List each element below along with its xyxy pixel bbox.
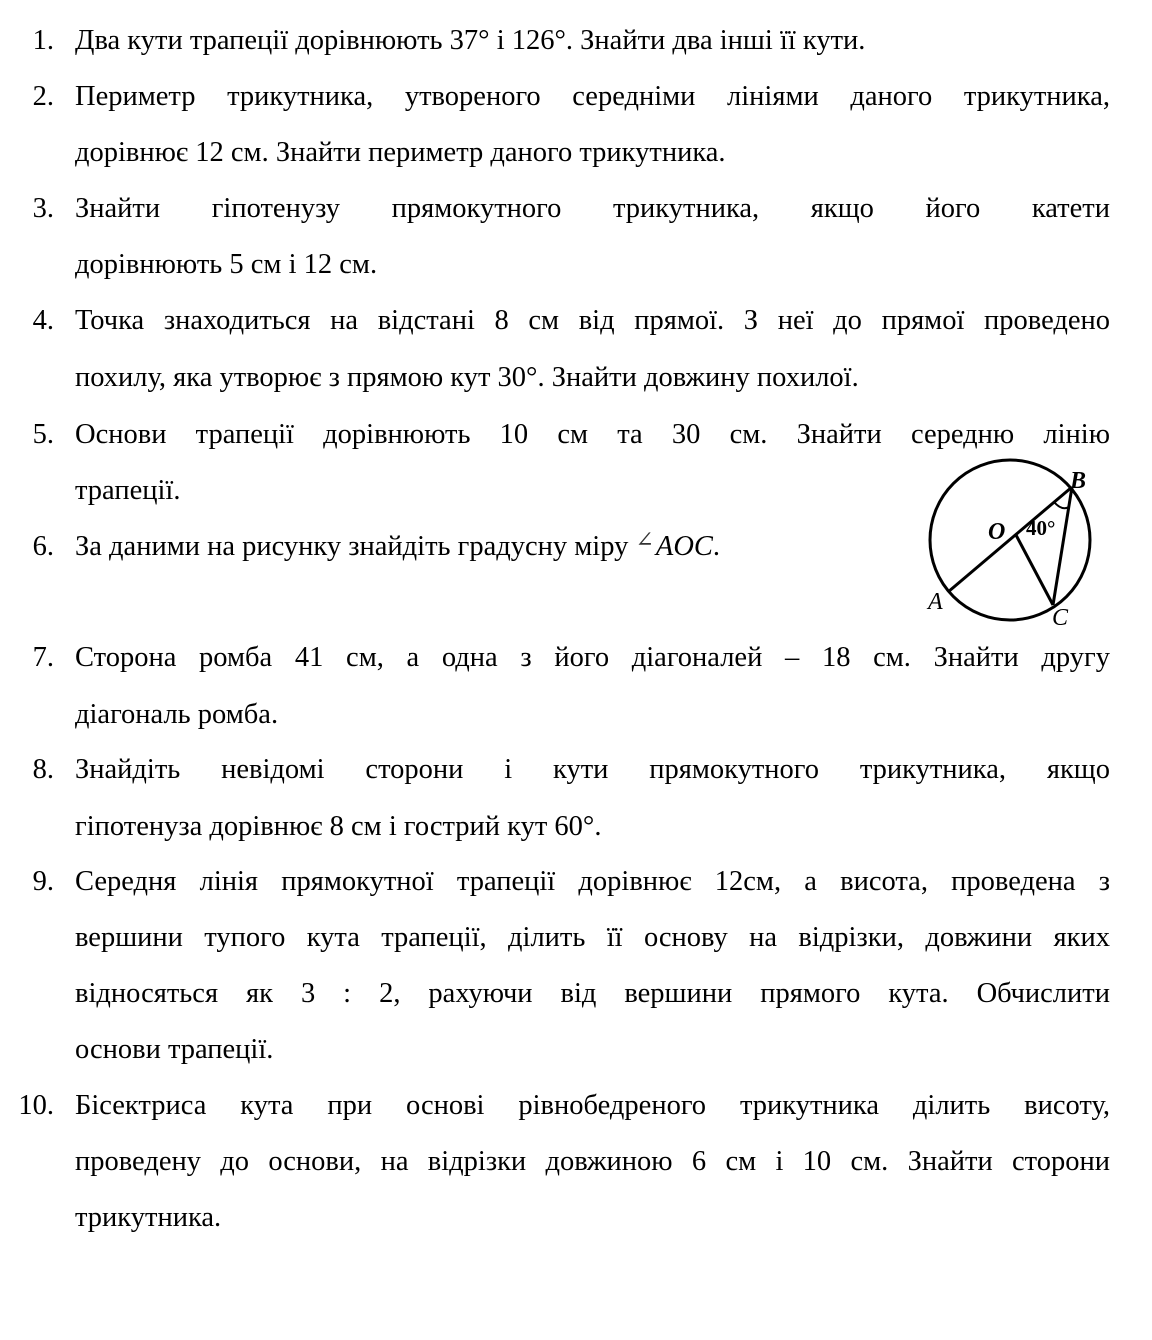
problem-text-line: Бісектриса кута при основі рівнобедреного трикутника ділить висоту, bbox=[75, 1090, 1110, 1121]
problem-text-end: . bbox=[712, 531, 721, 562]
problem-number: 6. bbox=[32, 531, 54, 562]
problem-text-line: Периметр трикутника, утвореного середніми лініями даного трикутника, bbox=[75, 81, 1110, 112]
circle-figure bbox=[920, 455, 1110, 630]
problem-number: 3. bbox=[32, 193, 54, 224]
angle-label: 40° bbox=[1026, 516, 1056, 540]
problem-text-line: основи трапеції. bbox=[75, 1034, 274, 1065]
problem-text-line: дорівнює 12 см. Знайти периметр даного трикутника. bbox=[75, 137, 726, 168]
angle-name: AOC bbox=[655, 531, 713, 562]
problem-text-line: трикутника. bbox=[75, 1202, 222, 1233]
problem-text-line: гіпотенуза дорівнює 8 см і гострий кут 60°. bbox=[75, 811, 602, 842]
problem-text-line: дорівнюють 5 см і 12 см. bbox=[75, 249, 378, 280]
problem-number: 7. bbox=[32, 642, 54, 673]
problem-number: 1. bbox=[32, 25, 54, 56]
problem-number: 4. bbox=[32, 305, 54, 336]
problem-number: 8. bbox=[32, 754, 54, 785]
problem-text-line: похилу, яка утворює з прямою кут 30°. Знайти довжину похилої. bbox=[75, 362, 859, 393]
problem-text-line bbox=[75, 527, 895, 562]
problem-text-line: проведену до основи, на відрізки довжиною 6 см і 10 см. Знайти сторони bbox=[75, 1146, 1110, 1177]
problem-text-line: вершини тупого кута трапеції, ділить її основу на відрізки, довжини яких bbox=[75, 922, 1110, 953]
problem-text-line: Знайти гіпотенузу прямокутного трикутника, якщо його катети bbox=[75, 193, 1110, 224]
problem-text-line: діагональ ромба. bbox=[75, 699, 279, 730]
problem-number: 9. bbox=[32, 866, 54, 897]
point-b-label: B bbox=[1070, 468, 1087, 494]
problem-text-line: Середня лінія прямокутної трапеції дорівнює 12см, а висота, проведена з bbox=[75, 866, 1110, 897]
problem-text-line: Сторона ромба 41 см, а одна з його діагоналей – 18 см. Знайти другу bbox=[75, 642, 1110, 673]
radius-oc bbox=[1016, 535, 1053, 605]
problem-text-line: Основи трапеції дорівнюють 10 см та 30 см. Знайти середню лінію bbox=[75, 419, 1110, 450]
angle-arc bbox=[1054, 502, 1069, 508]
point-o-label: O bbox=[988, 519, 1006, 545]
problem-text-line: Два кути трапеції дорівнюють 37° і 126°. Знайти два інші її кути. bbox=[75, 25, 866, 56]
problem-text-line: відносяться як 3 : 2, рахуючи від вершини прямого кута. Обчислити bbox=[75, 978, 1110, 1009]
problem-number: 10. bbox=[18, 1090, 54, 1121]
problem-number: 2. bbox=[32, 81, 54, 112]
problem-number: 5. bbox=[32, 419, 54, 450]
problem-text: За даними на рисунку знайдіть градусну міру bbox=[75, 531, 629, 562]
problem-text-line: Точка знаходиться на відстані 8 см від прямої. З неї до прямої проведено bbox=[75, 305, 1110, 336]
problem-text-line: трапеції. bbox=[75, 475, 181, 506]
angle-symbol: ∠ bbox=[635, 527, 654, 552]
point-a-label: A bbox=[928, 589, 943, 615]
point-c-label: C bbox=[1052, 605, 1069, 630]
problem-text-line: Знайдіть невідомі сторони і кути прямокутного трикутника, якщо bbox=[75, 754, 1110, 785]
